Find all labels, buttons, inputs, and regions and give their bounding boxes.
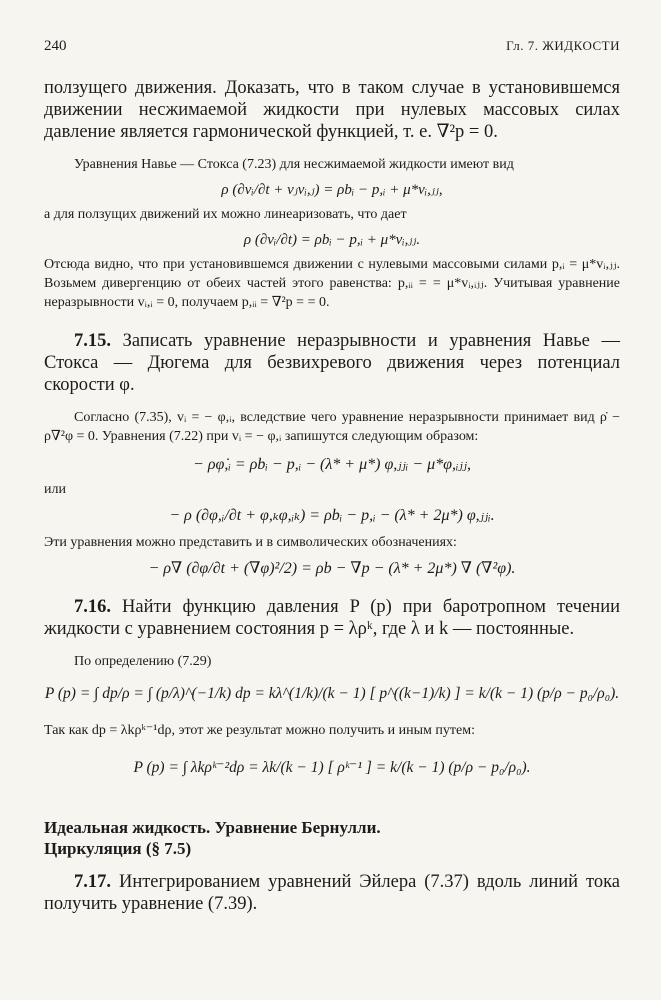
sol15-eq2: − ρ (∂φ,ᵢ/∂t + φ,ₖφ,ᵢₖ) = ρbᵢ − p,ᵢ − (λ* + 2μ*) φ,ⱼⱼᵢ. [169, 507, 495, 524]
chapter-title: Гл. 7. ЖИДКОСТИ [506, 38, 620, 53]
sol16-eq1: P (p) = ∫ dp/ρ = ∫ (p/λ)^(−1/k) dp = kλ^(1/k)/(k − 1) [ p^((k−1)/k) ] = k/(k − 1) (p/ρ − p₀/ρ₀). [44, 685, 620, 702]
page-header [44, 38, 620, 55]
sol15-eq1: − ρφ̇,ᵢ = ρbᵢ − p,ᵢ − (λ* + μ*) φ,ⱼⱼᵢ − μ*φ,ᵢⱼⱼ, [193, 456, 471, 473]
problem-16 [44, 596, 620, 640]
sol14-eq2: ρ (∂vᵢ/∂t) = ρbᵢ − p,ᵢ + μ*vᵢ,ⱼⱼ. [243, 232, 421, 248]
sol15-p2: Эти уравнения можно представить и в символических обозначениях: [44, 535, 457, 550]
sol15-or: или [44, 482, 66, 497]
sol16-eq2: P (p) = ∫ λkρᵏ⁻²dρ = λk/(k − 1) [ ρᵏ⁻¹ ] = k/(k − 1) (p/ρ − p₀/ρ₀). [133, 759, 531, 776]
sol14-p1: Уравнения Навье — Стокса (7.23) для несжимаемой жидкости имеют вид [74, 157, 514, 172]
problem-17-number: 7.17. [74, 872, 111, 892]
problem-15 [44, 330, 620, 396]
sol14-p3: Отсюда видно, что при установившемся движении с нулевыми массовыми силами p,ᵢ = μ*vᵢ,ⱼⱼ. Возьмем дивергенцию от обеих частей этого равенства: p,ᵢᵢ = = μ*vᵢ,ᵢⱼⱼ. Учитывая уравнение неразрывности vᵢ,ᵢ = 0, получаем p,ᵢᵢ = ∇²p = = 0. [44, 257, 620, 310]
section-heading-line2: Циркуляция (§ 7.5) [44, 839, 192, 858]
problem-16-text: Найти функцию давления P (p) при баротропном течении жидкости с уравнением состояния p = λρᵏ, где λ и k — постоянные. [44, 597, 621, 639]
problem-15-text: Записать уравнение неразрывности и уравнения Навье — Стокса — Дюгема для безвихревого движения через потенциал скорости φ. [44, 331, 620, 395]
sol16-p2: Так как dp = λkρᵏ⁻¹dρ, этот же результат можно получить и иным путем: [44, 723, 475, 738]
problem-14-continuation: ползущего движения. Доказать, что в таком случае в установившемся движении несжимаемой жидкости при нулевых массовых силах давление является гармонической функцией, т. е. ∇²p = 0. [44, 78, 620, 142]
page [44, 38, 620, 915]
section-heading [44, 817, 620, 859]
sol14-p2: а для ползущих движений их можно линеаризовать, что дает [44, 207, 407, 222]
problem-17-text: Интегрированием уравнений Эйлера (7.37) вдоль линий тока получить уравнение (7.39). [44, 872, 620, 914]
sol16-p1: По определению (7.29) [74, 654, 212, 669]
problem-16-number: 7.16. [74, 597, 111, 617]
sol15-eq3: − ρ∇ (∂φ/∂t + (∇φ)²/2) = ρb − ∇p − (λ* + 2μ*) ∇ (∇²φ). [148, 560, 516, 577]
problem-15-number: 7.15. [74, 331, 111, 351]
section-heading-line1: Идеальная жидкость. Уравнение Бернулли. [44, 818, 381, 837]
sol15-p1: Согласно (7.35), vᵢ = − φ,ᵢ, вследствие чего уравнение неразрывности принимает вид ρ̇ − ρ∇²φ = 0. Уравнения (7.22) при vᵢ = − φ,ᵢ запишутся следующим образом: [44, 410, 620, 444]
sol14-eq1: ρ (∂vᵢ/∂t + vⱼvᵢ,ⱼ) = ρbᵢ − p,ᵢ + μ*vᵢ,ⱼⱼ, [221, 182, 443, 198]
problem-17 [44, 871, 620, 915]
page-number: 240 [44, 38, 67, 54]
